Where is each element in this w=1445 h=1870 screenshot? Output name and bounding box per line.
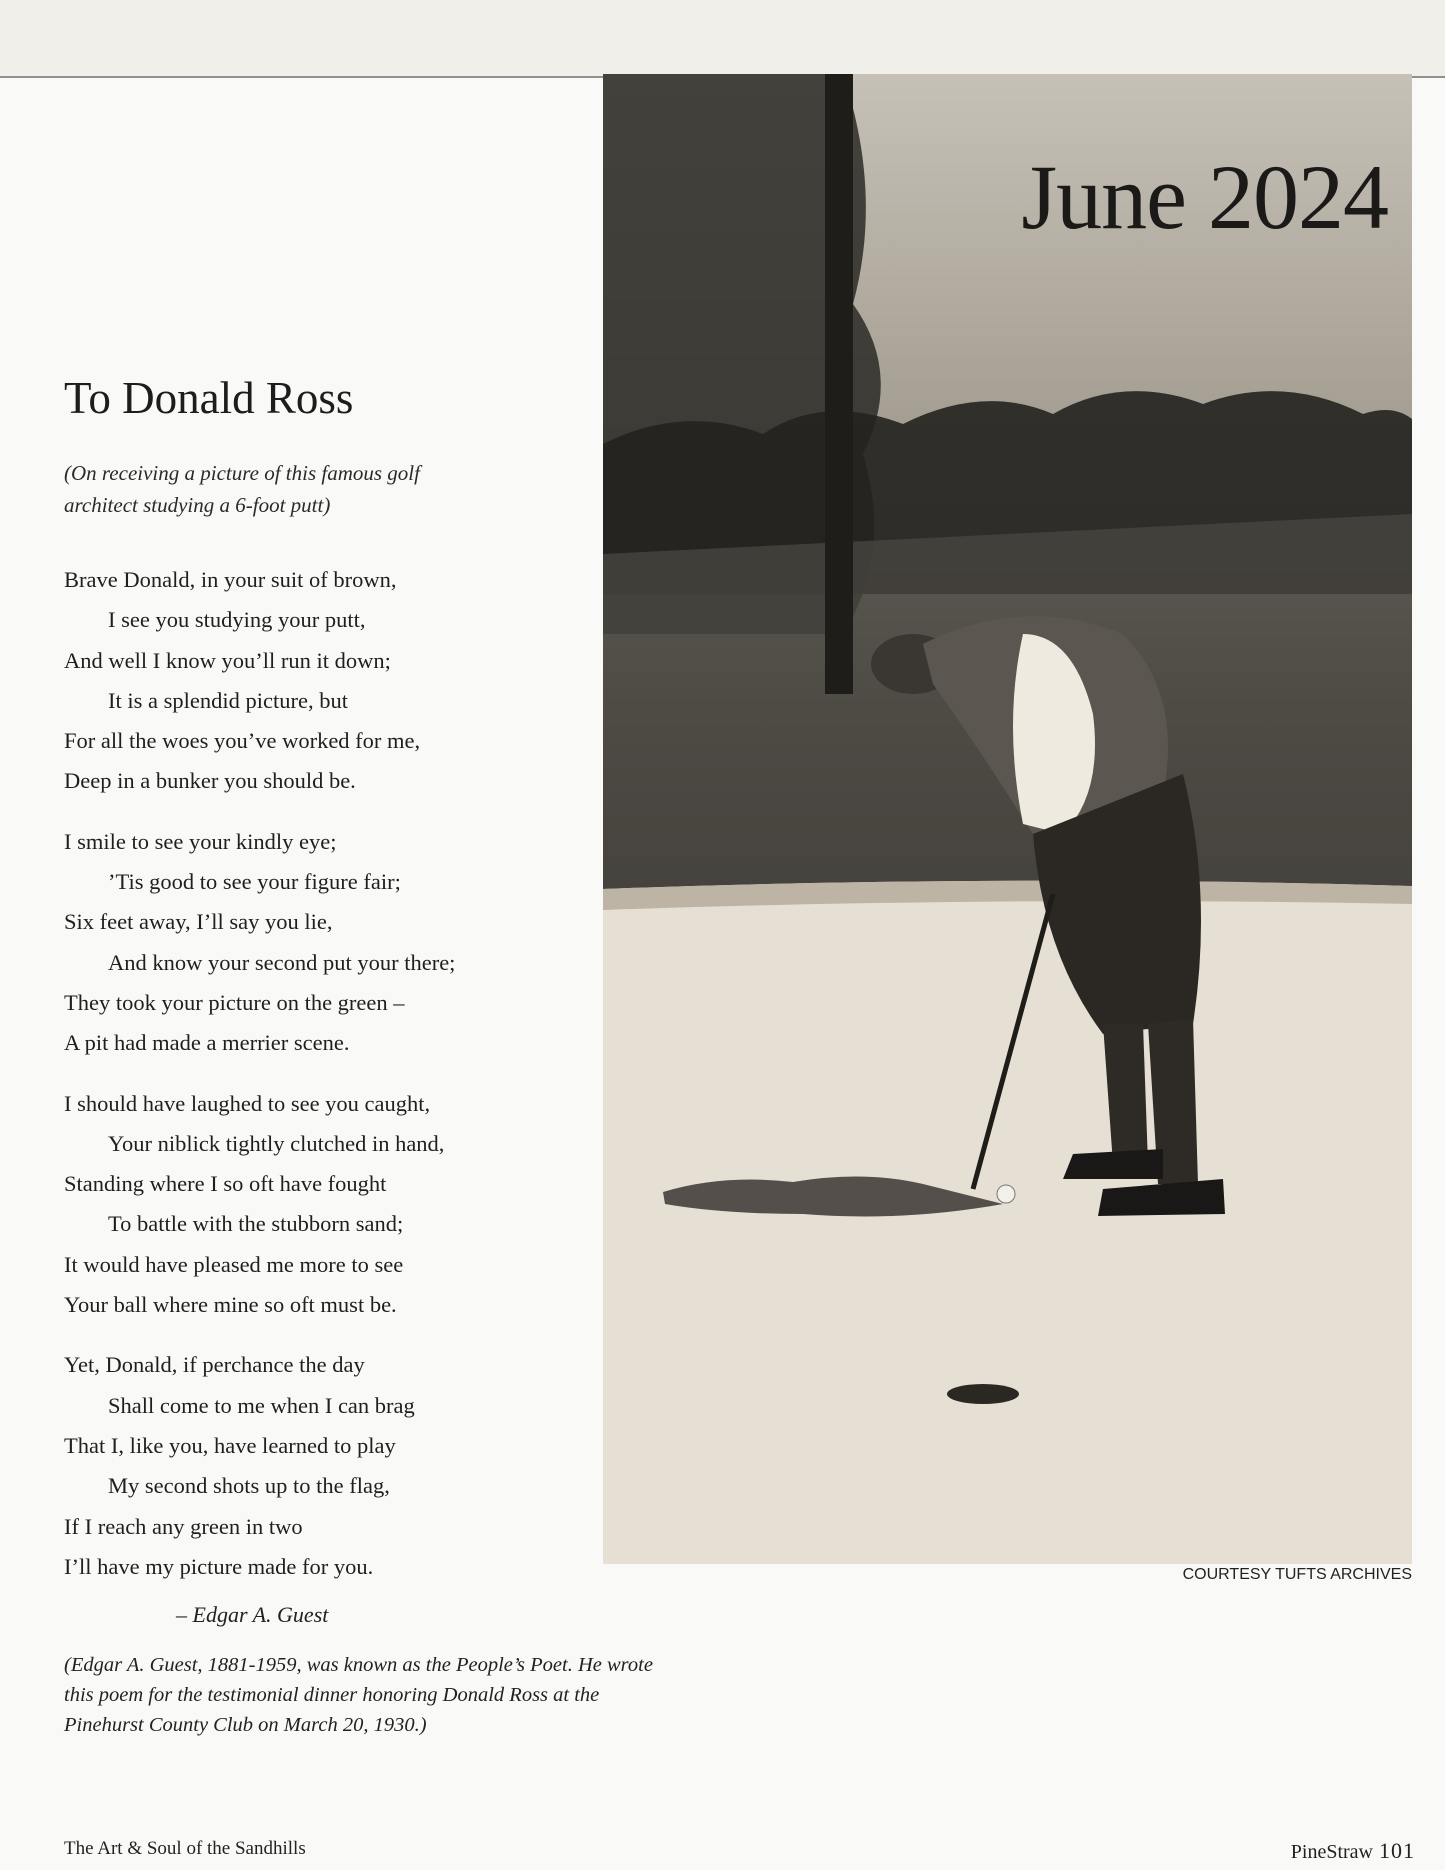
golf-hole (947, 1384, 1019, 1404)
poem-line: They took your picture on the green – (64, 989, 405, 1015)
photo-credit: COURTESY TUFTS ARCHIVES (1182, 1566, 1412, 1583)
poem-line: I should have laughed to see you caught, (64, 1090, 431, 1116)
poem-stanza (64, 1345, 584, 1587)
poem-author: – Edgar A. Guest (176, 1602, 329, 1627)
page-number: 101 (1379, 1838, 1415, 1863)
poem-line: It is a splendid picture, but (108, 687, 348, 713)
poem-line: Brave Donald, in your suit of brown, (64, 567, 397, 592)
poem-line: That I, like you, have learned to play (64, 1432, 396, 1458)
poem-title: To Donald Ross (64, 373, 354, 423)
poem-line: And know your second put your there; (108, 949, 456, 975)
golf-ball (997, 1185, 1015, 1203)
poem-line: Standing where I so oft have fought (64, 1171, 387, 1197)
footer-tagline: The Art & Soul of the Sandhills (64, 1838, 306, 1859)
poem-line: I’ll have my picture made for you. (64, 1553, 374, 1579)
author-note: (Edgar A. Guest, 1881-1959, was known as the People’s Poet. He wrote this poem for the testimonial dinner honoring Donald Ross at the Pinehurst County Club on March 20, 1930.) (64, 1654, 653, 1736)
poem-line: I smile to see your kindly eye; (64, 828, 337, 854)
poem-line: I see you studying your putt, (108, 607, 366, 633)
magazine-name: PineStraw (1290, 1841, 1373, 1863)
poem-subtitle: (On receiving a picture of this famous golf architect studying a 6-foot putt) (64, 461, 420, 517)
poem-line: And well I know you’ll run it down; (64, 647, 391, 673)
poem-line: My second shots up to the flag, (108, 1473, 390, 1499)
utility-pole (825, 74, 853, 694)
footer-folio (1291, 1838, 1415, 1864)
top-edge (0, 0, 1445, 78)
poem-line: To battle with the stubborn sand; (108, 1211, 404, 1237)
poem-stanza (64, 560, 584, 802)
poem-line: Deep in a bunker you should be. (64, 768, 356, 794)
month-title: June 2024 (1021, 146, 1388, 248)
putting-green (603, 881, 1412, 1564)
poem-body (64, 560, 584, 1607)
poem-line: Your ball where mine so oft must be. (64, 1292, 397, 1318)
poem-line: For all the woes you’ve worked for me, (64, 728, 421, 754)
poem-line: Your niblick tightly clutched in hand, (108, 1130, 445, 1156)
poem-line: It would have pleased me more to see (64, 1251, 404, 1277)
poem-line: If I reach any green in two (64, 1513, 303, 1539)
poem-line: Yet, Donald, if perchance the day (64, 1352, 365, 1378)
poem-stanza (64, 822, 584, 1064)
poem-line: ’Tis good to see your figure fair; (108, 869, 401, 895)
poem-stanza (64, 1084, 584, 1326)
poem-line: A pit had made a merrier scene. (64, 1030, 350, 1056)
poem-line: Shall come to me when I can brag (108, 1392, 415, 1418)
golfer-photo (603, 74, 1412, 1564)
poem-line: Six feet away, I’ll say you lie, (64, 909, 333, 935)
